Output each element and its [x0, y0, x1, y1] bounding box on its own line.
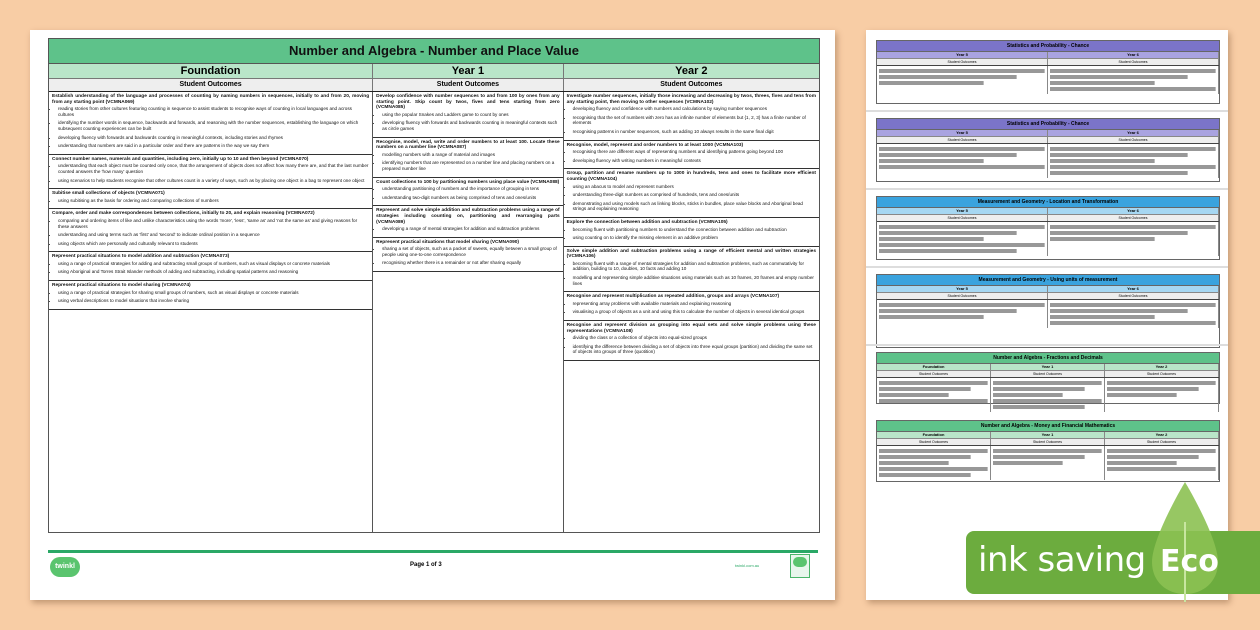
outcome-heading: Explore the connection between addition and subtraction (VCMNA105)	[566, 219, 728, 225]
thumbnail-subheader: Student Outcomes	[877, 59, 1048, 65]
elaboration-item: • using scenarios to help students recognise that other cultures count in a variety of ways, such as by placing one object in a bag to represent one object	[58, 178, 369, 184]
outcome-cell	[373, 238, 563, 272]
outcome-heading: Recognise and represent division as grouping into equal sets and solve simple problems using these representations (VCMNA108)	[566, 323, 816, 334]
thumbnail-column-header: Year 6	[1048, 52, 1219, 58]
outcome-cell	[49, 155, 372, 189]
outcome-heading: Investigate number sequences, initially those increasing and decreasing by twos, threes, fives and tens from any starting point, then moving to other sequences (VCMNA102)	[566, 94, 816, 105]
thumbnail-cell	[1105, 378, 1219, 412]
outcome-cell	[564, 321, 819, 361]
column-header-year2: Year 2	[675, 65, 708, 77]
page-separator	[866, 188, 1228, 190]
thumbnail-cell	[877, 378, 991, 412]
year-header-row	[49, 64, 819, 79]
outcome-heading: Develop confidence with number sequences to and from 100 by ones from any starting point. Skip count by twos, fives and tens starting from zero (VCMNA085)	[376, 94, 560, 111]
elaboration-item: • dividing the class or a collection of objects into equal-sized groups	[573, 335, 816, 341]
thumbnail-table	[876, 274, 1220, 348]
thumbnail-subheader: Student Outcomes	[1048, 215, 1219, 221]
subheader-year2: Student Outcomes	[660, 81, 723, 88]
ink-saving-text: ink saving	[978, 540, 1146, 580]
elaboration-item: • developing fluency with forwards and backwards counting in meaningful contexts such as circle games	[382, 120, 560, 131]
leaf-icon	[1150, 482, 1220, 602]
thumbnail-column-header: Year 6	[1048, 208, 1219, 214]
elaboration-item: • using a range of practical strategies for adding and subtracting small groups of numbers, such as visual displays or concrete materials	[58, 261, 369, 267]
page-separator	[866, 344, 1228, 346]
curriculum-table	[48, 38, 820, 533]
outcome-cell	[49, 252, 372, 281]
footer-divider	[48, 550, 818, 553]
outcome-cell	[49, 209, 372, 252]
outcome-cell	[49, 189, 372, 209]
outcome-heading: Group, partition and rename numbers up to 1000 in hundreds, tens and ones to facilitate more efficient counting (VCMNA104)	[566, 171, 816, 182]
outcome-cell	[373, 138, 563, 178]
thumbnail-subheader: Student Outcomes	[1048, 137, 1219, 143]
elaboration-item: • understanding three-digit numbers as comprised of hundreds, tens and ones/units	[573, 192, 816, 198]
thumbnail-column-header: Year 2	[1105, 364, 1219, 370]
outcome-heading: Subitise small collections of objects (VCMNA071)	[52, 191, 165, 197]
quality-standard-badge-icon	[790, 554, 810, 578]
outcome-heading: Establish understanding of the language and processes of counting by naming numbers in sequences, initially to and from 20, moving from any starting point (VCMNA069)	[52, 94, 370, 105]
thumbnail-column-header: Year 5	[877, 130, 1048, 136]
thumbnail-table	[876, 40, 1220, 104]
elaboration-item: • understanding that numbers are said in a particular order and there are patterns in the way we say them	[58, 143, 369, 149]
thumbnail-column-header: Year 1	[991, 432, 1105, 438]
outcome-cell	[564, 247, 819, 293]
thumbnail-subheader: Student Outcomes	[877, 215, 1048, 221]
elaboration-item: • visualising a group of objects as a unit and using this to calculate the number of objects in several identical groups	[573, 309, 816, 315]
elaboration-item: • recognising whether there is a remainder or not after sharing equally	[382, 260, 560, 266]
elaboration-item: • developing fluency and confidence with numbers and calculations by saying number sequences	[573, 106, 816, 112]
thumbnail-cell	[877, 66, 1048, 94]
subheader-year1: Student Outcomes	[373, 79, 564, 91]
elaboration-item: • becoming fluent with a range of mental strategies for addition and subtraction problems, such as commutativity for addition, building to 10, doubles, 10 facts and adding 10	[573, 261, 816, 272]
elaboration-item: • recognising there are different ways of representing numbers and identifying patterns going beyond 100	[573, 149, 816, 155]
elaboration-item: • developing fluency with forwards and backwards counting in meaningful contexts, including stories and rhymes	[58, 135, 369, 141]
elaboration-item: • using Aboriginal and Torres Strait Islander methods of adding and subtracting, including spatial patterns and reasoning	[58, 269, 369, 275]
year1-column	[373, 92, 564, 532]
elaboration-item: • using counting on to identify the missing element in an additive problem	[573, 235, 816, 241]
outcome-cell	[373, 206, 563, 237]
thumbnail-cell	[1048, 300, 1219, 328]
thumbnail-cell	[991, 446, 1105, 480]
outcome-cell	[49, 92, 372, 155]
elaboration-item: • using the popular Snakes and Ladders game to count by ones	[382, 112, 560, 118]
page-number: Page 1 of 3	[410, 562, 442, 568]
thumbnail-subheader: Student Outcomes	[877, 137, 1048, 143]
thumbnail-column-header: Year 2	[1105, 432, 1219, 438]
thumbnail-column-header: Year 5	[877, 52, 1048, 58]
thumbnail-cell	[877, 300, 1048, 328]
thumbnail-subheader: Student Outcomes	[991, 371, 1105, 377]
elaboration-item: • developing fluency with writing numbers in meaningful contexts	[573, 158, 816, 164]
elaboration-item: • reading stories from other cultures featuring counting in sequence to assist students to recognise ways of counting in local languages and across cultures	[58, 106, 369, 117]
column-header-year1: Year 1	[373, 64, 564, 78]
elaboration-item: • understanding partitioning of numbers and the importance of grouping in tens	[382, 186, 560, 192]
outcome-heading: Recognise and represent multiplication as repeated addition, groups and arrays (VCMNA107)	[566, 294, 780, 300]
outcome-cell	[373, 178, 563, 207]
thumbnail-table	[876, 352, 1220, 404]
thumbnail-cell	[877, 446, 991, 480]
year2-column	[564, 92, 819, 532]
document-title: Number and Algebra - Number and Place Value	[49, 39, 819, 64]
foundation-column	[49, 92, 373, 532]
outcome-heading: Represent practical situations to model sharing (VCMNA074)	[52, 283, 191, 289]
outcome-cell	[564, 141, 819, 170]
elaboration-item: • using an abacus to model and represent numbers	[573, 184, 816, 190]
thumbnail-subheader: Student Outcomes	[877, 371, 991, 377]
elaboration-item: • recognising patterns in number sequences, such as adding 10 always results in the same final digit	[573, 129, 816, 135]
thumbnail-column-header: Year 5	[877, 208, 1048, 214]
outcomes-grid	[49, 92, 819, 532]
thumbnail-cell	[877, 144, 1048, 178]
thumbnail-cell	[1105, 446, 1219, 480]
elaboration-item: • comparing and ordering items of like and unlike characteristics using the words 'more', 'less', 'same as' and 'not the same as' and giving reasons for these answers	[58, 218, 369, 229]
eco-label: Eco	[1160, 544, 1219, 579]
outcome-heading: Recognise, model, represent and order numbers to at least 1000 (VCMNA103)	[566, 142, 744, 148]
outcome-heading: Solve simple addition and subtraction problems using a range of efficient mental and written strategies (VCMNA106)	[566, 248, 816, 260]
main-document-page	[30, 30, 835, 600]
thumbnail-cell	[877, 222, 1048, 256]
outcome-cell	[373, 92, 563, 138]
outcome-heading: Count collections to 100 by partitioning numbers using place value (VCMNA088)	[376, 179, 560, 185]
thumbnail-title: Number and Algebra - Money and Financial Mathematics	[877, 421, 1219, 432]
outcome-heading: Represent and solve simple addition and subtraction problems using a range of strategies including counting on, partitioning and rearranging parts (VCMNA089)	[376, 208, 560, 225]
subheader-row	[49, 79, 819, 92]
elaboration-item: • modelling and representing simple additive situations using materials such as 10 frames, 20 frames and empty number lines	[573, 275, 816, 286]
thumbnail-subheader: Student Outcomes	[1048, 59, 1219, 65]
thumbnail-title: Statistics and Probability - Chance	[877, 119, 1219, 130]
page-separator	[866, 266, 1228, 268]
thumbnail-table	[876, 196, 1220, 260]
elaboration-item: • identifying numbers that are represented on a number line and placing numbers on a prepared number line	[382, 160, 560, 171]
thumbnail-column-header: Year 5	[877, 286, 1048, 292]
elaboration-item: • sharing a set of objects, such as a packet of sweets, equally between a small group of people using one-to-one correspondence	[382, 246, 560, 257]
thumbnail-subheader: Student Outcomes	[1105, 439, 1219, 445]
outcome-heading: Represent practical situations that model sharing (VCMNA090)	[376, 239, 520, 245]
thumbnail-title: Statistics and Probability - Chance	[877, 41, 1219, 52]
thumbnail-table	[876, 118, 1220, 182]
page-separator	[866, 110, 1228, 112]
thumbnail-subheader: Student Outcomes	[877, 293, 1048, 299]
elaboration-item: • using objects which are personally and culturally relevant to students	[58, 241, 369, 247]
outcome-heading: Connect number names, numerals and quantities, including zero, initially up to 10 and then beyond (VCMNA070)	[52, 156, 309, 162]
elaboration-item: • using subitising as the basis for ordering and comparing collections of numbers	[58, 198, 369, 204]
column-header-foundation: Foundation	[49, 64, 373, 78]
outcome-cell	[564, 92, 819, 141]
elaboration-item: • understanding and using terms such as 'first' and 'second' to indicate ordinal position in a sequence	[58, 232, 369, 238]
elaboration-item: • demonstrating and using models such as linking blocks, sticks in bundles, place value blocks and Aboriginal bead strings and explaining reasoning	[573, 201, 816, 212]
outcome-heading: Recognise, model, read, write and order numbers to at least 100. Locate these numbers on a number line (VCMNA087)	[376, 139, 560, 151]
twinkl-logo: twinkl	[50, 557, 80, 577]
thumbnail-column-header: Year 6	[1048, 286, 1219, 292]
thumbnail-title: Number and Algebra - Fractions and Decimals	[877, 353, 1219, 364]
thumbnail-column-header: Foundation	[877, 364, 991, 370]
outcome-heading: Compare, order and make correspondences between collections, initially to 20, and explain reasoning (VCMNA072)	[52, 211, 315, 217]
thumbnail-cell	[1048, 222, 1219, 256]
elaboration-item: • recognising that the set of numbers with zero has an infinite number of elements but {1, 2, 3} has a finite number of elements	[573, 115, 816, 126]
thumbnail-cell	[1048, 66, 1219, 94]
thumbnail-title: Measurement and Geometry - Location and Transformation	[877, 197, 1219, 208]
thumbnail-title: Measurement and Geometry - Using units of measurement	[877, 275, 1219, 286]
elaboration-item: • representing array problems with available materials and explaining reasoning	[573, 301, 816, 307]
elaboration-item: • becoming fluent with partitioning numbers to understand the connection between addition and subtraction	[573, 227, 816, 233]
subheader-foundation: Student Outcomes	[49, 79, 373, 91]
thumbnail-subheader: Student Outcomes	[1048, 293, 1219, 299]
thumbnail-subheader: Student Outcomes	[877, 439, 991, 445]
thumbnail-column-header: Year 6	[1048, 130, 1219, 136]
elaboration-item: • identifying the number words in sequence, backwards and forwards, and reasoning with the number sequences, establishing the language on which subsequent counting experiences can be built	[58, 120, 369, 131]
elaboration-item: • understanding that each object must be counted only once, that the arrangement of objects does not affect how many there are, and that the last number counted answers the 'how many' question	[58, 163, 369, 174]
outcome-cell	[564, 292, 819, 321]
elaboration-item: • modelling numbers with a range of material and images	[382, 152, 560, 158]
elaboration-item: • identifying the difference between dividing a set of objects into three equal groups (partition) and dividing the same set of objects into groups of three (quotition)	[573, 344, 816, 355]
elaboration-item: • understanding two-digit numbers as being comprised of tens and ones/units	[382, 195, 560, 201]
elaboration-item: • using a range of practical strategies for sharing small groups of numbers, such as visual displays or concrete materials	[58, 290, 369, 296]
thumbnail-column-header: Year 1	[991, 364, 1105, 370]
thumbnail-cell	[1048, 144, 1219, 178]
outcome-cell	[564, 169, 819, 218]
elaboration-item: • developing a range of mental strategies for addition and subtraction problems	[382, 226, 560, 232]
outcome-heading: Represent practical situations to model addition and subtraction (VCMNA073)	[52, 254, 230, 260]
thumbnail-cell	[991, 378, 1105, 412]
thumbnail-subheader: Student Outcomes	[991, 439, 1105, 445]
outcome-cell	[564, 218, 819, 247]
thumbnail-table	[876, 420, 1220, 482]
elaboration-item: • using verbal descriptions to model situations that involve sharing	[58, 298, 369, 304]
thumbnail-subheader: Student Outcomes	[1105, 371, 1219, 377]
site-url: twinkl.com.au	[735, 563, 760, 568]
outcome-cell	[49, 281, 372, 310]
thumbnail-column-header: Foundation	[877, 432, 991, 438]
